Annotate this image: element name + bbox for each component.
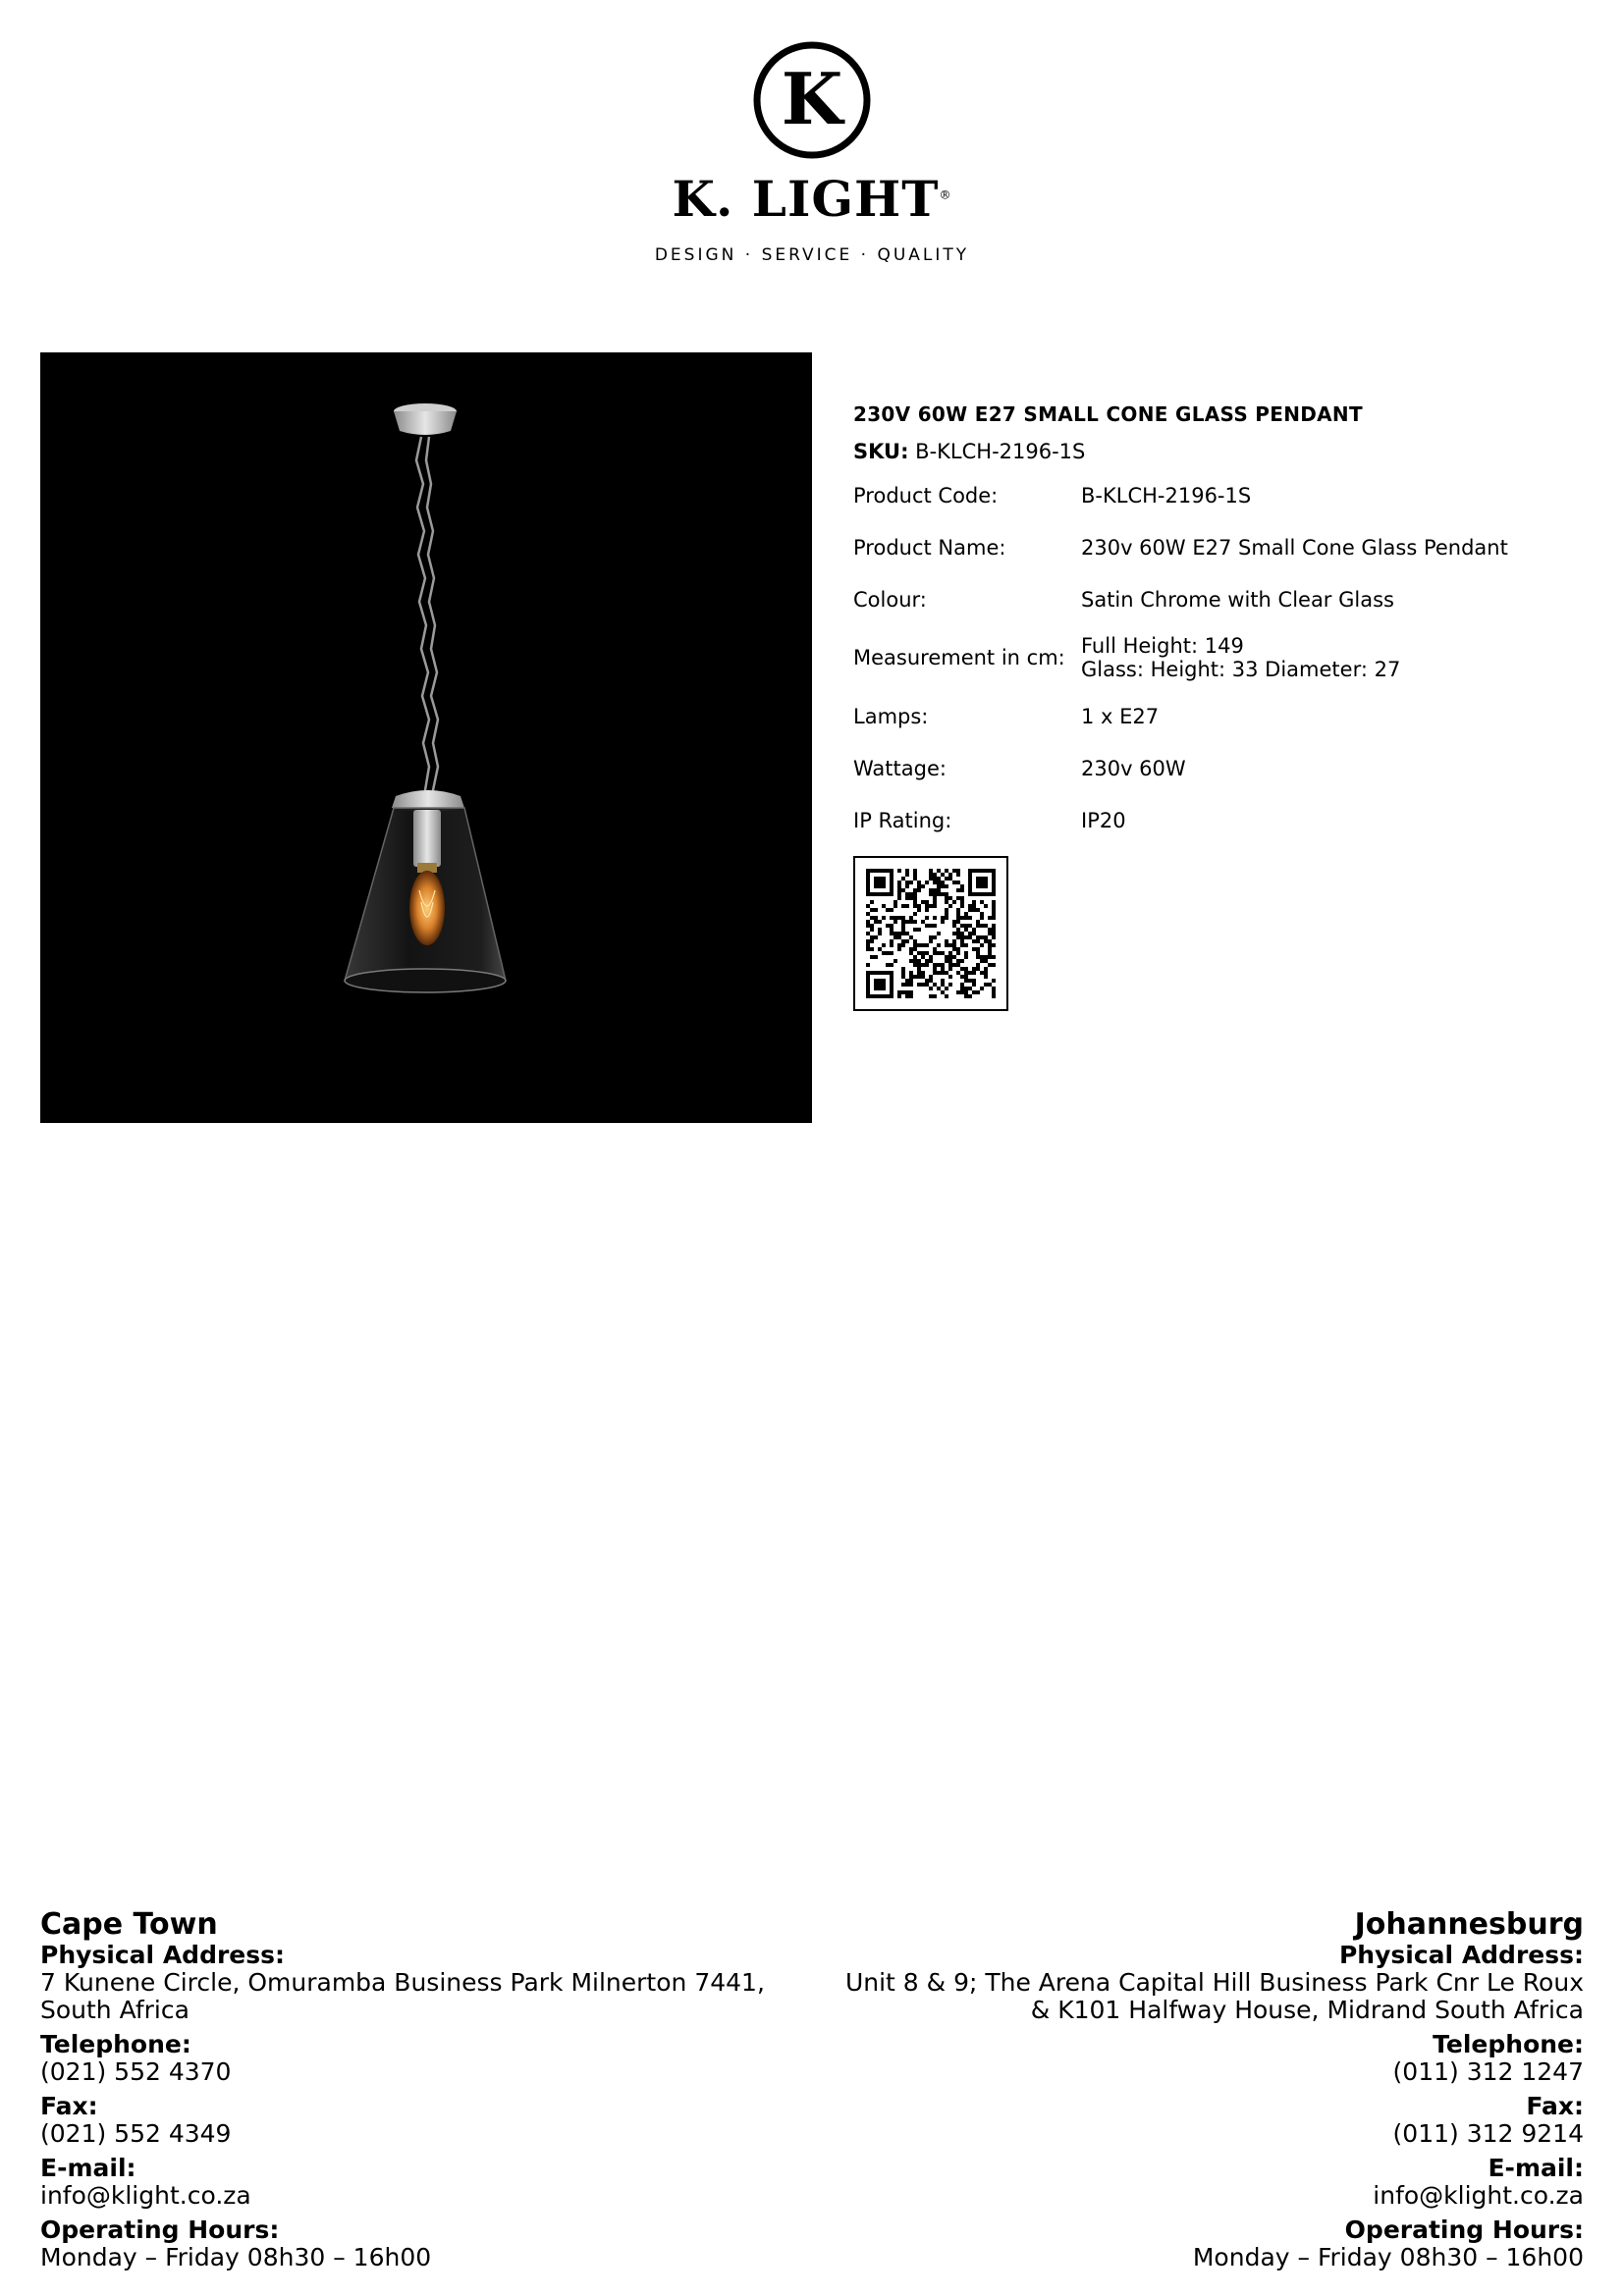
sku-line <box>853 440 1599 463</box>
k-logo-icon <box>751 39 873 161</box>
hours-label: Operating Hours: <box>1344 2216 1584 2244</box>
email-label: E-mail: <box>40 2154 136 2182</box>
spec-value-line: Full Height: 149 <box>1081 634 1244 658</box>
address-line: & K101 Halfway House, Midrand South Africa <box>1030 1996 1584 2024</box>
spec-row <box>853 794 1508 846</box>
product-photo <box>40 352 812 1123</box>
email-label: E-mail: <box>1488 2154 1584 2182</box>
spec-label: Measurement in cm: <box>853 646 1065 669</box>
spec-table <box>853 469 1508 846</box>
email-link[interactable]: info@klight.co.za <box>40 2181 251 2210</box>
brand-logo <box>0 39 1624 265</box>
footer-johannesburg <box>818 1908 1584 2271</box>
spec-value: B-KLCH-2196-1S <box>1081 483 1252 507</box>
footer-cape-town <box>40 1908 806 2271</box>
address-label: Physical Address: <box>1338 1941 1584 1969</box>
spec-label: Product Code: <box>853 483 999 507</box>
telephone-value[interactable]: (011) 312 1247 <box>1392 2057 1584 2086</box>
pendant-lamp-icon <box>40 352 812 1123</box>
city-name: Cape Town <box>40 1907 218 1942</box>
city-name: Johannesburg <box>1354 1907 1584 1942</box>
spec-label: Colour: <box>853 587 927 612</box>
spec-label: Lamps: <box>853 704 929 728</box>
qr-code-box[interactable] <box>853 856 1008 1011</box>
spec-label: Wattage: <box>853 756 947 780</box>
hours-value: Monday – Friday 08h30 – 16h00 <box>1192 2243 1584 2271</box>
spec-value: 1 x E27 <box>1081 704 1160 728</box>
registered-mark: ® <box>939 187 952 202</box>
spec-value: IP20 <box>1081 808 1126 832</box>
fax-label: Fax: <box>1526 2092 1584 2120</box>
fax-value: (011) 312 9214 <box>1392 2119 1584 2148</box>
product-spec <box>853 402 1599 1011</box>
sku-value: B-KLCH-2196-1S <box>915 440 1086 463</box>
telephone-label: Telephone: <box>40 2030 191 2058</box>
product-title: 230V 60W E27 SMALL CONE GLASS PENDANT <box>853 402 1363 426</box>
qr-code-icon <box>866 869 996 998</box>
spec-value: 230v 60W <box>1081 756 1186 780</box>
fax-value: (021) 552 4349 <box>40 2119 232 2148</box>
spec-value-line: Glass: Height: 33 Diameter: 27 <box>1081 658 1401 681</box>
hours-value: Monday – Friday 08h30 – 16h00 <box>40 2243 432 2271</box>
sku-label: SKU: <box>853 440 909 463</box>
brand-name: K. LIGHT® <box>672 170 952 228</box>
address-line: 7 Kunene Circle, Omuramba Business Park Milnerton 7441, <box>40 1968 765 1997</box>
logo-letter: K <box>781 57 843 140</box>
fax-label: Fax: <box>40 2092 98 2120</box>
brand-tagline: DESIGN · SERVICE · QUALITY <box>654 245 970 265</box>
email-link[interactable]: info@klight.co.za <box>1373 2181 1584 2210</box>
spec-value: Satin Chrome with Clear Glass <box>1081 587 1394 612</box>
spec-value: 230v 60W E27 Small Cone Glass Pendant <box>1081 535 1508 560</box>
telephone-value[interactable]: (021) 552 4370 <box>40 2057 232 2086</box>
spec-row <box>853 521 1508 573</box>
spec-value <box>1081 625 1508 690</box>
spec-row <box>853 469 1508 521</box>
spec-label: Product Name: <box>853 535 1006 560</box>
spec-row <box>853 690 1508 742</box>
spec-row <box>853 625 1508 690</box>
address-label: Physical Address: <box>40 1941 286 1969</box>
telephone-label: Telephone: <box>1433 2030 1584 2058</box>
hours-label: Operating Hours: <box>40 2216 280 2244</box>
spec-row <box>853 742 1508 794</box>
address-line: South Africa <box>40 1996 189 2024</box>
address-line: Unit 8 & 9; The Arena Capital Hill Business Park Cnr Le Roux <box>844 1968 1584 1997</box>
spec-label: IP Rating: <box>853 808 952 832</box>
spec-row <box>853 573 1508 625</box>
